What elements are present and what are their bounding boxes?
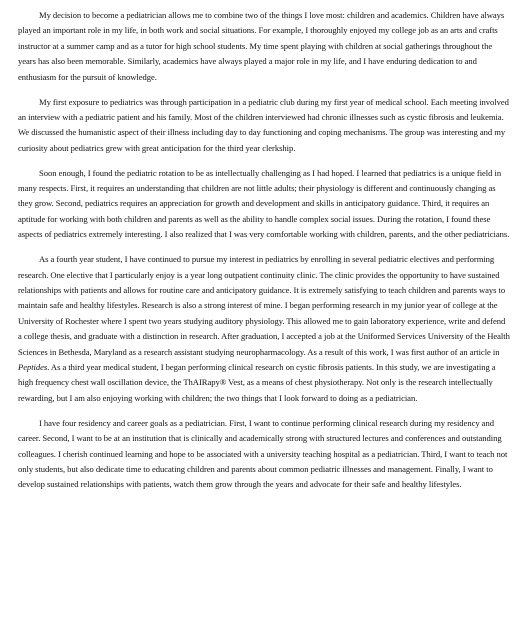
paragraph-text-segment: As a fourth year student, I have continued to pursue my interest in pediatrics by enrolling in several pediatric electives and performing research. One elective that I particularly enjoy is a year long outpatient continuity clinic. The clinic provides the opportunity to have sustained relationships with patients and allows for routine care and anticipatory guidance. It is extremely satisfying to teach children and parents ways to maintain safe and healthy lifestyles. Research is also a strong interest of mine. I began performing research in my junior year of college at the University of Rochester where I spent two years studying auditory physiology. This allowed me to gain laboratory experience, write and defend a college thesis, and graduate with a distinction in research. After graduation, I accepted a job at the Uniformed Services University of the Health Sciences in Bethesda, Maryland as a research assistant studying neuropharmacology. As a result of this work, I was first author of an article in [18, 254, 510, 357]
paragraph-rotation: Soon enough, I found the pediatric rotation to be as intellectually challenging as I had hoped. I learned that pediatrics is a unique field in many respects. First, it requires an understanding that children are not little adults; their physiology is different and continuously changing as they grow. Second, pediatrics requires an appreciation for growth and development and skills in anticipatory guidance. Third, it requires an aptitude for working with both children and parents as well as the ability to handle complex social issues. During the rotation, I found these aspects of pediatrics extremely interesting. I also realized that I was very comfortable working with children, parents, and the other pediatricians. [18, 167, 510, 240]
paragraph-first-exposure: My first exposure to pediatrics was through participation in a pediatric club during my first year of medical school. Each meeting involved an interview with a pediatric patient and his family. Most of the children interviewed had chronic illnesses such as cystic fibrosis and leukemia. We discussed the humanistic aspect of their illness including day to day functioning and coping mechanisms. The group was interesting and my curiosity about pediatrics grew with great anticipation for the third year clerkship. [18, 96, 509, 153]
paragraph-fourth-year-research [18, 252, 510, 406]
paragraph-text-segment: . As a third year medical student, I began performing clinical research on cystic fibrosis patients. In this study, we are investigating a high frequency chest wall oscillation device, the ThAIRapy® Vest, as a means of chest physiotherapy. Not only is the research intellectually rewarding, but I am also enjoying working with children; the two things that I look forward to doing as a pediatrician. [18, 362, 496, 403]
journal-title: Peptides [18, 362, 48, 373]
paragraph-career-goals: I have four residency and career goals as a pediatrician. First, I want to continue performing clinical research during my residency and career. Second, I want to be at an institution that is clinically and academically strong with structured lectures and conferences and outstanding colleagues. I cherish continued learning and hope to be associated with a university teaching hospital as a pediatrician. Third, I want to teach not only students, but also dedicate time to educating children and parents about common pediatric illnesses and management. Finally, I want to develop sustained relationships with patients, watch them grow through the years and advocate for their safe and healthy lifestyles. [18, 417, 508, 490]
paragraph-introduction: My decision to become a pediatrician allows me to combine two of the things I love most: children and academics. Children have always played an important role in my life, in both work and social situations. For example, I thoroughly enjoyed my college job as an arts and crafts instructor at a summer camp and as a tutor for high school students. My time spent playing with children at social gatherings throughout the years has also been memorable. Similarly, academics have always played a major role in my life, and I have enduring dedication to and enthusiasm for the pursuit of knowledge. [18, 10, 505, 82]
